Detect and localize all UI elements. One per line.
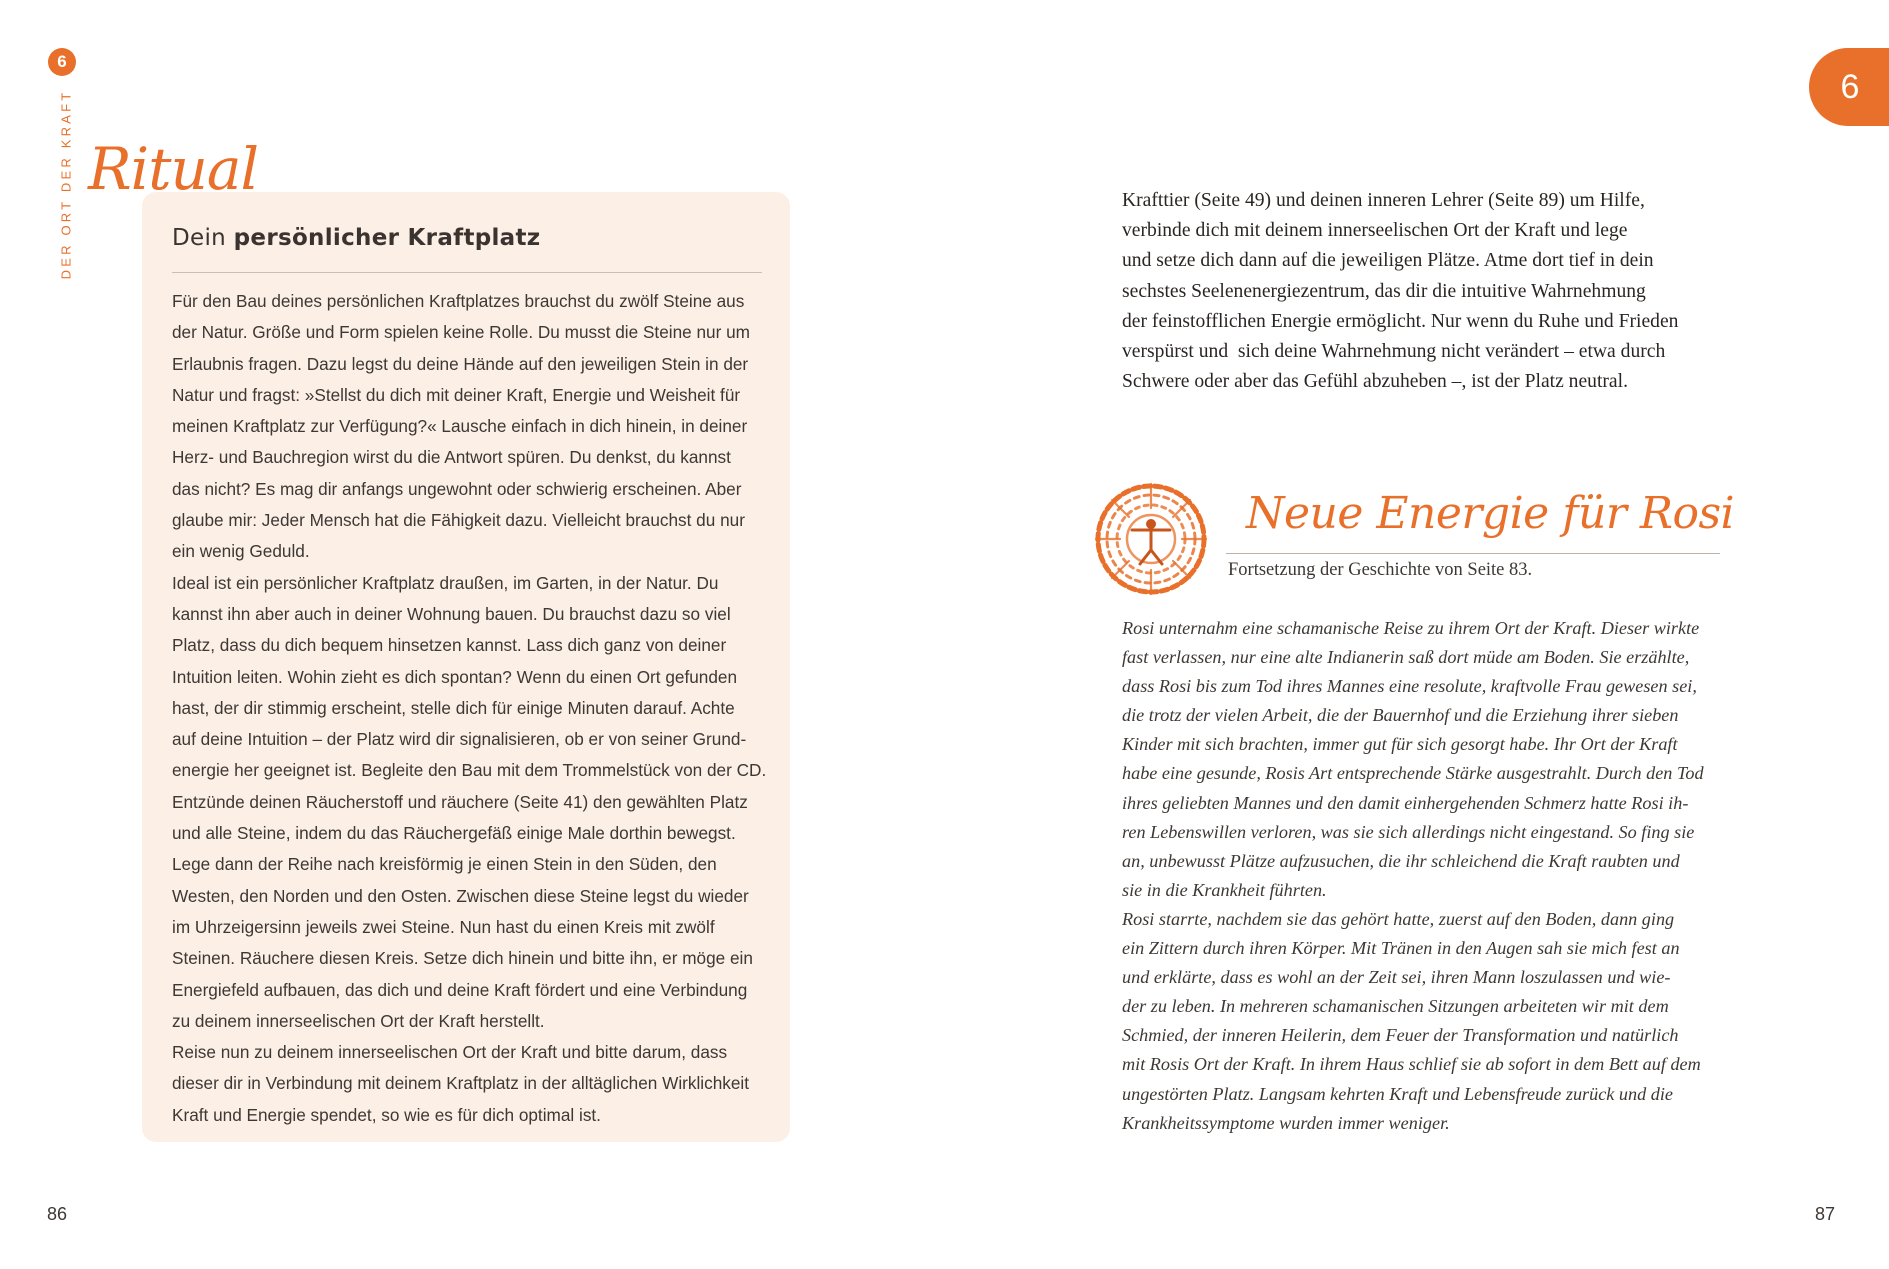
story-line: Rosi starrte, nachdem sie das gehört hatte, zuerst auf den Boden, dann ging xyxy=(1122,908,1675,929)
box-title-bold: persönlicher Kraftplatz xyxy=(233,225,541,251)
box-line: das nicht? Es mag dir anfangs ungewohnt oder schwierig erscheinen. Aber xyxy=(172,478,742,499)
box-line: Entzünde deinen Räucherstoff und räuchere (Seite 41) den gewählten Platz xyxy=(172,791,748,812)
box-line: Reise nun zu deinem innerseelischen Ort der Kraft und bitte darum, dass xyxy=(172,1042,728,1063)
box-line: auf deine Intuition – der Platz wird dir signalisieren, ob er von seiner Grund- xyxy=(172,729,747,750)
box-line: hast, der dir stimmig erscheint, stelle dich für einige Minuten darauf. Achte xyxy=(172,697,735,718)
box-line: Westen, den Norden und den Osten. Zwischen diese Steine legst du wieder xyxy=(172,885,749,906)
box-line: glaube mir: Jeder Mensch hat die Fähigkeit dazu. Vielleicht brauchst du nur xyxy=(172,510,745,531)
chapter-title: DER ORT DER KRAFT xyxy=(58,89,74,279)
story-line: Krankheitssymptome wurden immer weniger. xyxy=(1122,1112,1450,1133)
ritual-heading: Ritual xyxy=(88,135,259,203)
intro-line: und setze dich dann auf die jeweiligen Plätze. Atme dort tief in dein xyxy=(1122,250,1654,272)
box-line: Steinen. Räuchere diesen Kreis. Setze dich hinein und bitte ihn, er möge ein xyxy=(172,948,753,969)
box-title xyxy=(172,225,762,251)
story-line: sie in die Krankheit führten. xyxy=(1122,879,1327,900)
story-line: der zu leben. In mehreren schamanischen Sitzungen arbeiteten wir mit dem xyxy=(1122,996,1669,1017)
box-line: Energiefeld aufbauen, das dich und deine Kraft fördert und eine Verbindung xyxy=(172,979,748,1000)
box-line: ein wenig Geduld. xyxy=(172,541,310,562)
story-line: an, unbewusst Plätze aufzusuchen, die ihr schleichend die Kraft raubten und xyxy=(1122,850,1680,871)
story-line: Schmied, der inneren Heilerin, dem Feuer der Transformation und natürlich xyxy=(1122,1025,1679,1046)
box-line: Für den Bau deines persönlichen Kraftplatzes brauchst du zwölf Steine aus xyxy=(172,291,745,311)
sun-wheel-figure-icon xyxy=(1092,480,1210,598)
story-subheading: Fortsetzung der Geschichte von Seite 83. xyxy=(1228,560,1533,580)
ritual-box xyxy=(142,192,790,1142)
box-divider xyxy=(172,272,762,273)
box-line: der Natur. Größe und Form spielen keine Rolle. Du musst die Steine nur um xyxy=(172,322,750,343)
box-line: Intuition leiten. Wohin zieht es dich spontan? Wenn du einen Ort gefunden xyxy=(172,666,738,687)
story-line: fast verlassen, nur eine alte Indianerin saß dort müde am Boden. Sie erzählte, xyxy=(1122,647,1690,668)
story-line: habe eine gesunde, Rosis Art entsprechende Stärke ausgestrahlt. Durch den Tod xyxy=(1122,763,1704,784)
story-line: ein Zittern durch ihren Körper. Mit Tränen in den Augen sah sie mich fest an xyxy=(1122,938,1680,959)
box-line: Natur und fragst: »Stellst du dich mit deiner Kraft, Energie und Weisheit für xyxy=(172,384,741,405)
story-line: mit Rosis Ort der Kraft. In ihrem Haus schlief sie ab sofort in dem Bett auf dem xyxy=(1122,1054,1701,1075)
story-line: Rosi unternahm eine schamanische Reise zu ihrem Ort der Kraft. Dieser wirkte xyxy=(1122,618,1700,638)
box-line: energie her geeignet ist. Begleite den Bau mit dem Trommelstück von der CD. xyxy=(172,760,767,781)
story-divider xyxy=(1226,553,1720,554)
story-heading: Neue Energie für Rosi xyxy=(1246,488,1735,539)
story-line: dass Rosi bis zum Tod ihres Mannes eine resolute, kraftvolle Frau gewesen sei, xyxy=(1122,676,1697,697)
chapter-number-badge: 6 xyxy=(48,48,76,76)
box-line: Lege dann der Reihe nach kreisförmig je einen Stein in den Süden, den xyxy=(172,854,717,875)
box-line: Herz- und Bauchregion wirst du die Antwort spüren. Du denkst, du kannst xyxy=(172,447,731,468)
story-line: ren Lebenswillen verloren, was sie sich allerdings nicht eingestand. So fing sie xyxy=(1122,821,1695,842)
box-line: dieser dir in Verbindung mit deinem Kraftplatz in der alltäglichen Wirklichkeit xyxy=(172,1073,750,1094)
intro-text xyxy=(1122,186,1742,397)
intro-line: verbinde dich mit deinem innerseelischen Ort der Kraft und lege xyxy=(1122,220,1628,242)
story-line: Kinder mit sich brachten, immer gut für sich gesorgt habe. Ihr Ort der Kraft xyxy=(1122,734,1678,755)
box-line: kannst ihn aber auch in deiner Wohnung bauen. Du brauchst dazu so viel xyxy=(172,603,731,624)
story-line: die trotz der vielen Arbeit, die der Bauernhof und die Erziehung ihrer sieben xyxy=(1122,705,1679,726)
box-line: meinen Kraftplatz zur Verfügung?« Lausche einfach in dich hinein, in deiner xyxy=(172,416,748,437)
box-line: zu deinem innerseelischen Ort der Kraft herstellt. xyxy=(172,1010,545,1031)
left-page xyxy=(0,0,944,1269)
intro-line: der feinstofflichen Energie ermöglicht. Nur wenn du Ruhe und Frieden xyxy=(1122,310,1679,332)
box-line: Kraft und Energie spendet, so wie es für dich optimal ist. xyxy=(172,1104,601,1125)
intro-line: verspürst und sich deine Wahrnehmung nicht verändert – etwa durch xyxy=(1122,341,1666,363)
box-text xyxy=(172,286,772,1131)
page-number-left: 86 xyxy=(47,1204,68,1224)
intro-line: sechstes Seelenenergiezentrum, das dir die intuitive Wahrnehmung xyxy=(1122,280,1646,302)
page-number-right: 87 xyxy=(1815,1204,1836,1224)
intro-line: Schwere oder aber das Gefühl abzuheben –, ist der Platz neutral. xyxy=(1122,371,1628,393)
right-page xyxy=(944,0,1889,1269)
story-line: und erklärte, dass es wohl an der Zeit sei, ihren Mann loszulassen und wie- xyxy=(1122,967,1671,988)
intro-line: Krafttier (Seite 49) und deinen inneren Lehrer (Seite 89) um Hilfe, xyxy=(1122,190,1645,211)
chapter-title-vertical xyxy=(53,89,79,279)
box-line: im Uhrzeigersinn jeweils zwei Steine. Nun hast du einen Kreis mit zwölf xyxy=(172,916,715,937)
box-line: Ideal ist ein persönlicher Kraftplatz draußen, im Garten, in der Natur. Du xyxy=(172,572,719,593)
box-line: und alle Steine, indem du das Räuchergefäß einige Male dorthin bewegst. xyxy=(172,823,736,844)
story-line: ungestörten Platz. Langsam kehrten Kraft und Lebensfreude zurück und die xyxy=(1122,1083,1673,1104)
chapter-tab: 6 xyxy=(1809,48,1889,126)
story-text xyxy=(1122,614,1722,1138)
box-title-prefix: Dein xyxy=(172,225,227,251)
box-line: Erlaubnis fragen. Dazu legst du deine Hände auf den jeweiligen Stein in der xyxy=(172,353,749,374)
story-line: ihres geliebten Mannes und den damit einhergehenden Schmerz hatte Rosi ih- xyxy=(1122,792,1689,813)
box-line: Platz, dass du dich bequem hinsetzen kannst. Lass dich ganz von deiner xyxy=(172,635,727,656)
